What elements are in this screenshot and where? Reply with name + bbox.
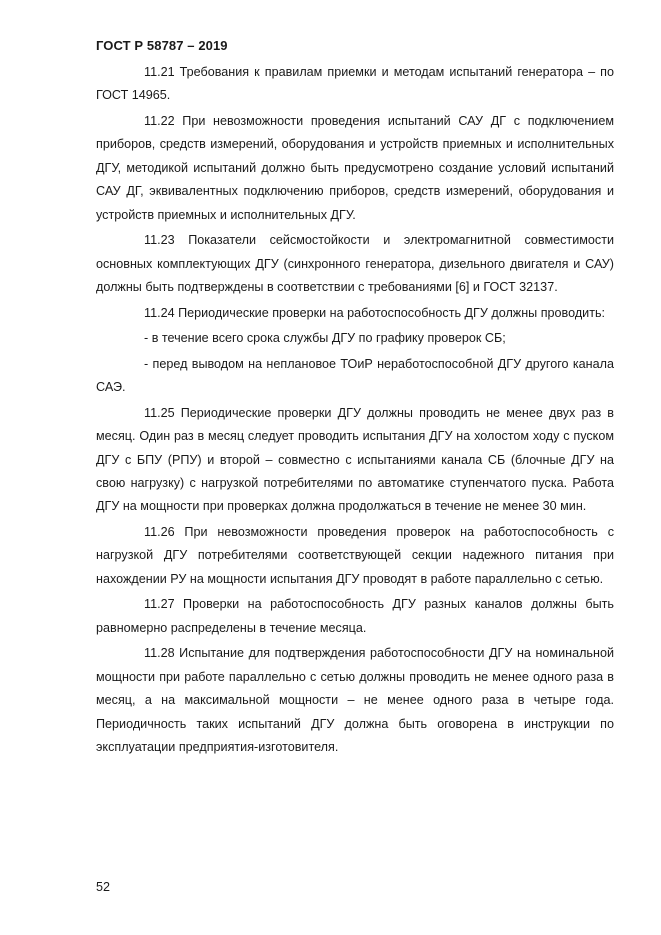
paragraph-11-22: 11.22 При невозможности проведения испытаний САУ ДГ с подключением приборов, средств измерений, оборудования и устройств приемных и исполнительных ДГУ, методикой испытаний должно быть предусмотрено создание условий испытаний САУ ДГ, эквивалентных подключению приборов, средств измерений, оборудования и устройств приемных и исполнительных ДГУ.	[96, 114, 614, 222]
page-number: 52	[96, 880, 111, 894]
paragraph-11-28: 11.28 Испытание для подтверждения работоспособности ДГУ на номинальной мощности при работе параллельно с сетью должны проводить не менее одного раза в месяц, а на максимальной мощности – не менее одного раза в четыре года. Периодичность таких испытаний ДГУ должна быть оговорена в инструкции по эксплуатации предприятия-изготовителя.	[96, 646, 614, 755]
list-item: - в течение всего срока службы ДГУ по графику проверок СБ;	[144, 331, 506, 346]
paragraph-11-23: 11.23 Показатели сейсмостойкости и электромагнитной совместимости основных комплектующих ДГУ (синхронного генератора, дизельного двигателя и САУ) должны быть подтверждены в соответствии с требованиями [6] и ГОСТ 32137.	[96, 233, 614, 295]
document-header: ГОСТ Р 58787 – 2019	[96, 38, 228, 53]
paragraph-11-25: 11.25 Периодические проверки ДГУ должны проводить не менее двух раз в месяц. Один раз в месяц следует проводить испытания ДГУ на холостом ходу с пуском ДГУ с БПУ (РПУ) и второй – совместно с испытаниями канала СБ (блочные ДГУ на свою нагрузку) с нагрузкой потребителями по автоматике ступенчатого пуска. Работа ДГУ на мощности при проверках должна продолжаться в течение не менее 30 мин.	[96, 405, 614, 514]
paragraph-11-21: 11.21 Требования к правилам приемки и методам испытаний генератора – по ГОСТ 14965.	[96, 65, 614, 103]
paragraph-11-27: 11.27 Проверки на работоспособность ДГУ разных каналов должны быть равномерно распределены в течение месяца.	[96, 597, 614, 635]
paragraph-11-24: 11.24 Периодические проверки на работоспособность ДГУ должны проводить:	[144, 305, 606, 320]
paragraph-11-26: 11.26 При невозможности проведения проверок на работоспособность с нагрузкой ДГУ потребителями соответствующей секции надежного питания при нахождении РУ на мощности испытания ДГУ проводят в работе параллельно с сетью.	[96, 525, 614, 586]
list-item: - перед выводом на неплановое ТОиР неработоспособной ДГУ другого канала САЭ.	[96, 356, 614, 395]
document-body	[96, 61, 614, 762]
